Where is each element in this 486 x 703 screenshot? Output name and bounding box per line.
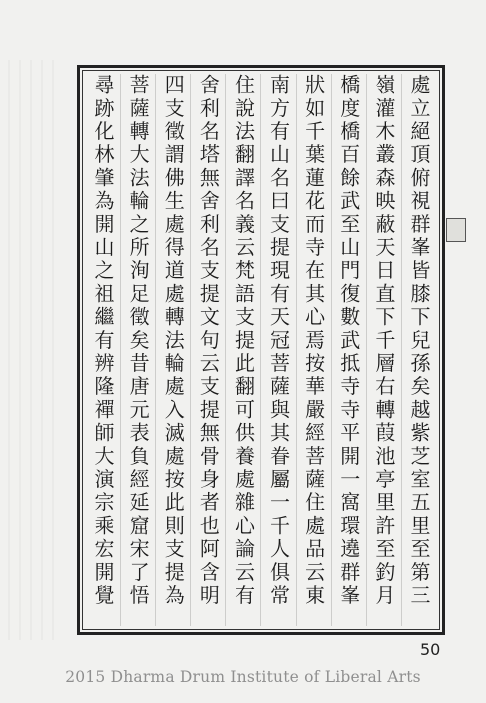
text-column: 住說法翻譯名義云梵語支提此翻可供養處雜心論云有	[226, 74, 261, 626]
text-column: 南方有山名曰支提現有天冠菩薩與其眷屬一千人俱常	[262, 74, 297, 626]
text-column: 舍利名塔無舍利名支提文句云支提無骨身者也阿含明	[191, 74, 226, 626]
text-column: 尋跡化林肇為開山之祖繼有辨隆禪師大演宗乘宏開覺	[86, 74, 121, 626]
next-leaf-edge	[456, 70, 486, 630]
text-column: 嶺灌木叢森映蔽天日直下千層右轉葭池亭里許至釣月	[367, 74, 402, 626]
text-column: 處立絕頂俯視群峯皆膝下兒孫矣越紫芝室五里至第三	[406, 74, 431, 608]
text-column: 狀如千葉蓮花而寺在其心焉按華嚴經菩薩住處品云東	[297, 74, 332, 626]
text-column: 菩薩轉大法輪之所洵足徵矣昔唐元表負經延窟宋了悟	[121, 74, 156, 626]
bleed-through-shadow	[8, 60, 58, 640]
page-number: 50	[420, 640, 441, 659]
text-columns	[86, 74, 436, 626]
watermark-text: 2015 Dharma Drum Institute of Liberal Arts	[65, 668, 421, 686]
text-column: 橋度橋百餘武至山門復數武抵寺寺平開一窩環遶群峯	[332, 74, 367, 626]
text-frame	[77, 65, 445, 635]
page-tab-mark	[446, 218, 466, 242]
text-column: 四支徵謂佛生處得道處轉法輪處入滅處按此則支提為	[156, 74, 191, 626]
